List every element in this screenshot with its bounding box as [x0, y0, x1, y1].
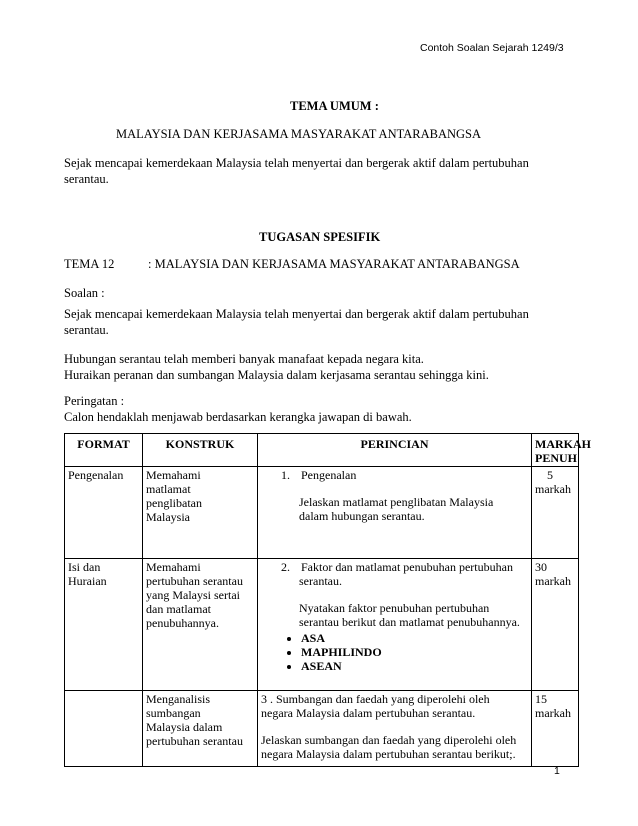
- markah-cell: 5 markah: [532, 467, 579, 559]
- list-item: • ASA: [301, 631, 528, 645]
- list-item: • MAPHILINDO: [301, 645, 528, 659]
- konstruk-cell: Memahami pertubuhan serantau yang Malaysi sertai dan matlamat penubuhannya.: [143, 559, 258, 691]
- markah-cell: 30 markah: [532, 559, 579, 691]
- header-perincian: PERINCIAN: [258, 434, 532, 467]
- intro-line-2: serantau.: [64, 172, 109, 186]
- format-cell: [65, 691, 143, 767]
- tema-umum-heading: TEMA UMUM :: [290, 99, 379, 113]
- list-item: • ASEAN: [301, 659, 528, 673]
- intro-line-1: Sejak mencapai kemerdekaan Malaysia telah menyertai dan bergerak aktif dalam pertubuhan: [64, 156, 529, 170]
- perincian-cell: 3 . Sumbangan dan faedah yang diperolehi oleh negara Malaysia dalam pertubuhan serantau. Jelaskan sumbangan dan faedah yang diperolehi oleh negara Malaysia dalam pertubuhan serantau berikut;.: [258, 691, 532, 767]
- tugasan-heading: TUGASAN SPESIFIK: [259, 230, 381, 244]
- peringatan-text: Calon hendaklah menjawab berdasarkan kerangka jawapan di bawah.: [64, 410, 412, 424]
- perincian-cell: 2. Faktor dan matlamat penubuhan pertubuhan serantau. Nyatakan faktor penubuhan pertubuhan serantau berikut dan matlamat penubuhannya. • ASA • MAPHILINDO • ASEAN: [258, 559, 532, 691]
- page-header: Contoh Soalan Sejarah 1249/3: [420, 42, 564, 54]
- hubungan-line-1: Hubungan serantau telah memberi banyak manafaat kepada negara kita.: [64, 352, 424, 366]
- hubungan-line-2: Huraikan peranan dan sumbangan Malaysia dalam kerjasama serantau sehingga kini.: [64, 368, 489, 382]
- soalan-label: Soalan :: [64, 286, 105, 300]
- table-row: [65, 559, 579, 691]
- header-konstruk: KONSTRUK: [143, 434, 258, 467]
- table-row: [65, 467, 579, 559]
- table-header-row: [65, 434, 579, 467]
- format-cell: Pengenalan: [65, 467, 143, 559]
- soalan-line-2: serantau.: [64, 323, 109, 337]
- header-format: FORMAT: [65, 434, 143, 467]
- konstruk-cell: Memahami matlamat penglibatan Malaysia: [143, 467, 258, 559]
- page-number: 1: [554, 765, 560, 777]
- header-markah: MARKAH PENUH: [532, 434, 579, 467]
- tema12-title: : MALAYSIA DAN KERJASAMA MASYARAKAT ANTARABANGSA: [148, 257, 520, 271]
- peringatan-label: Peringatan :: [64, 394, 125, 408]
- soalan-line-1: Sejak mencapai kemerdekaan Malaysia telah menyertai dan bergerak aktif dalam pertubuhan: [64, 307, 529, 321]
- tema-umum-title: MALAYSIA DAN KERJASAMA MASYARAKAT ANTARABANGSA: [116, 127, 482, 141]
- organisation-list: [261, 631, 528, 673]
- answer-framework-table: [64, 433, 591, 767]
- format-cell: Isi dan Huraian: [65, 559, 143, 691]
- perincian-cell: 1. Pengenalan Jelaskan matlamat penglibatan Malaysia dalam hubungan serantau.: [258, 467, 532, 559]
- konstruk-cell: Menganalisis sumbangan Malaysia dalam pertubuhan serantau: [143, 691, 258, 767]
- markah-cell: 15 markah: [532, 691, 579, 767]
- tema12-label: TEMA 12: [64, 257, 115, 271]
- table-row: [65, 691, 579, 767]
